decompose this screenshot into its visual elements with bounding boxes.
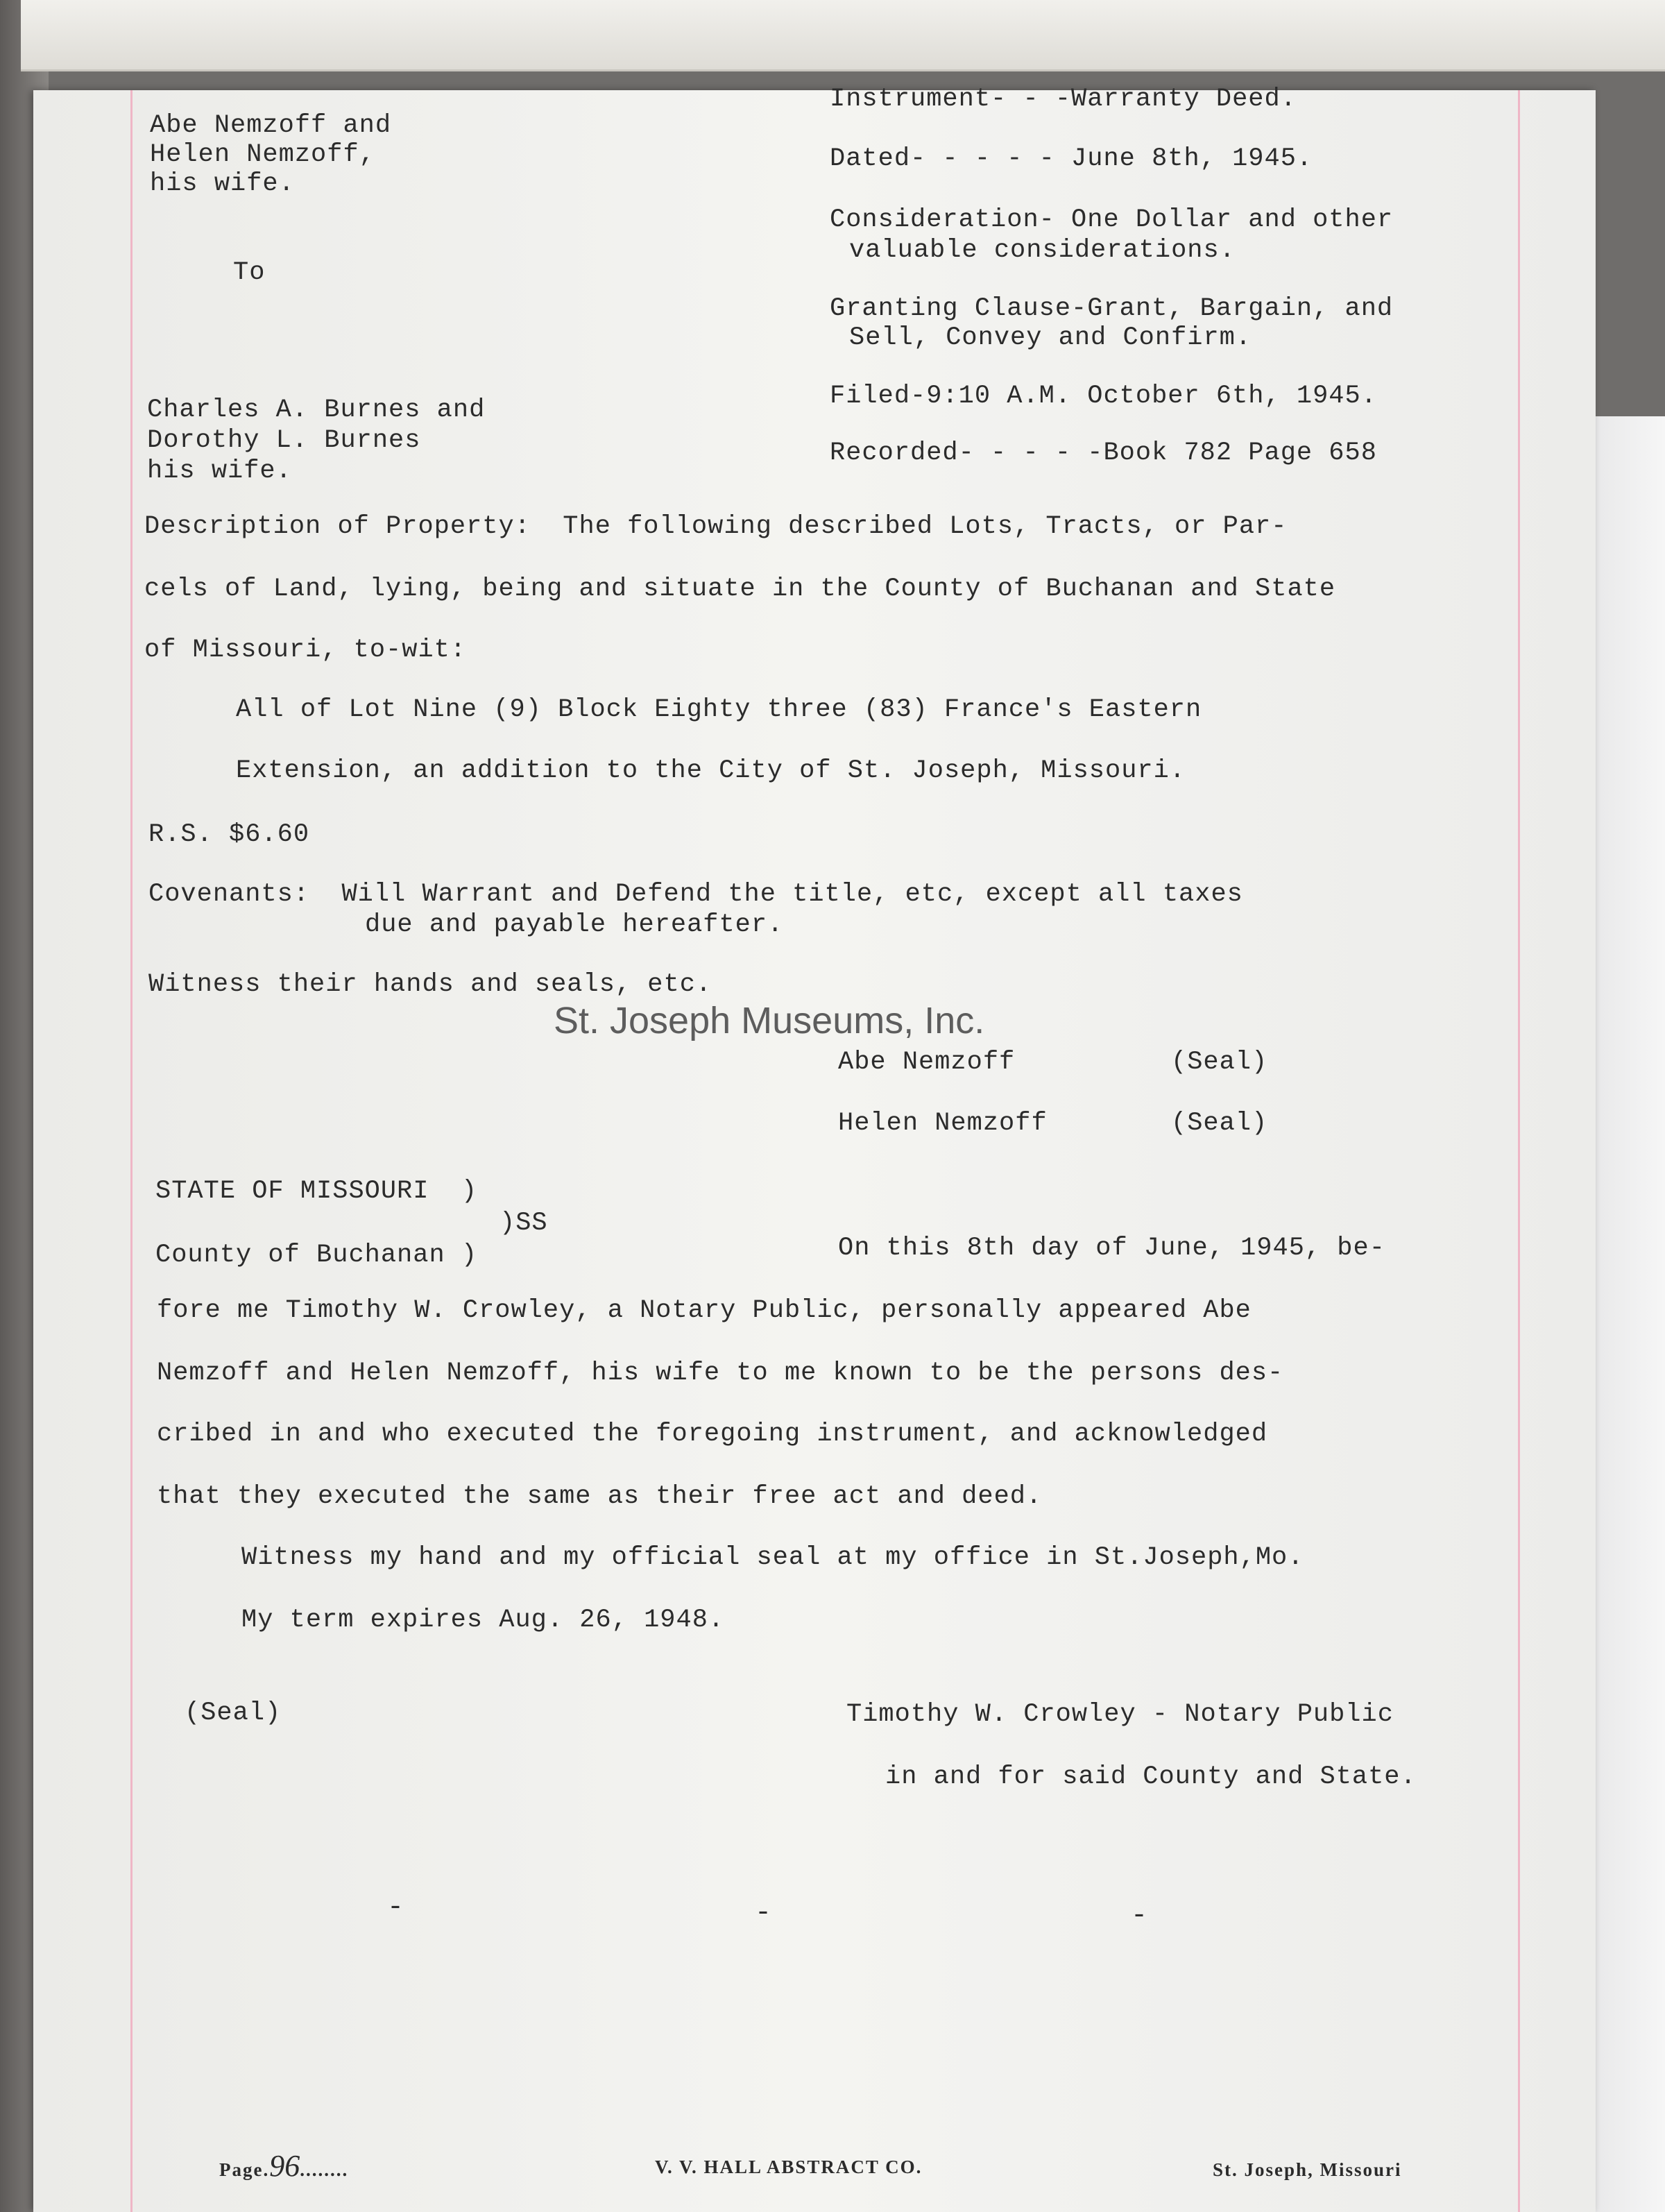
consideration: valuable considerations. [849, 236, 1236, 265]
granting-clause: Sell, Convey and Confirm. [849, 323, 1252, 352]
right-margin-rule [1518, 90, 1520, 2212]
lot-description: All of Lot Nine (9) Block Eighty three (83) France's Eastern [236, 695, 1202, 724]
signature-seal: (Seal) [1171, 1109, 1268, 1138]
notary-jurisdiction: in and for said County and State. [885, 1762, 1417, 1792]
consideration: Consideration- One Dollar and other [830, 205, 1394, 235]
notary-term: My term expires Aug. 26, 1948. [241, 1606, 725, 1635]
witness-line: Witness their hands and seals, etc. [148, 970, 712, 999]
deed-record-page [33, 85, 1596, 2212]
to-label: To [233, 258, 266, 287]
dash-mark: - [755, 1898, 772, 1929]
acknowledgment-line: that they executed the same as their free act and deed. [157, 1482, 1043, 1511]
covenants: due and payable hereafter. [365, 910, 784, 939]
filed: Filed-9:10 A.M. October 6th, 1945. [830, 382, 1377, 411]
dated: Dated- - - - - June 8th, 1945. [830, 144, 1313, 173]
grantee-line: his wife. [147, 457, 292, 486]
signature-name: Helen Nemzoff [838, 1109, 1048, 1138]
footer-page-number: 96 [269, 2149, 300, 2183]
notary-signature: Timothy W. Crowley - Notary Public [846, 1700, 1394, 1729]
instrument-type: Instrument- - -Warranty Deed. [830, 85, 1297, 114]
footer-page-label: Page. [219, 2159, 270, 2180]
notary-witness: Witness my hand and my official seal at my office in St.Joseph,Mo. [241, 1543, 1304, 1572]
venue-state: STATE OF MISSOURI ) [155, 1177, 478, 1206]
grantee-line: Charles A. Burnes and [147, 395, 486, 425]
acknowledgment-line: cribed in and who executed the foregoing instrument, and acknowledged [157, 1420, 1268, 1449]
footer-location: St. Joseph, Missouri [1213, 2159, 1402, 2180]
signature-seal: (Seal) [1171, 1048, 1268, 1077]
grantee-line: Dorothy L. Burnes [147, 426, 421, 455]
venue-ss: )SS [500, 1209, 548, 1238]
previous-page-edge [21, 0, 1665, 71]
acknowledgment-opening: On this 8th day of June, 1945, be- [838, 1234, 1385, 1263]
grantor-line: Abe Nemzoff and [150, 111, 392, 140]
covenants: Covenants: Will Warrant and Defend the title, etc, except all taxes [148, 880, 1243, 909]
grantor-line: his wife. [150, 169, 295, 198]
revenue-stamps: R.S. $6.60 [148, 820, 310, 849]
description-line: Description of Property: The following described Lots, Tracts, or Par- [144, 512, 1288, 541]
dash-mark: - [1131, 1900, 1148, 1932]
footer-page [219, 2148, 348, 2184]
notary-seal: (Seal) [185, 1699, 282, 1728]
recorded: Recorded- - - - -Book 782 Page 658 [830, 439, 1377, 468]
description-line: cels of Land, lying, being and situate in the County of Buchanan and State [144, 575, 1336, 604]
acknowledgment-line: Nemzoff and Helen Nemzoff, his wife to me known to be the persons des- [157, 1359, 1284, 1388]
museum-watermark: St. Joseph Museums, Inc. [554, 1000, 985, 1041]
background-right-paper [1596, 416, 1665, 2212]
acknowledgment-line: fore me Timothy W. Crowley, a Notary Public, personally appeared Abe [157, 1296, 1252, 1325]
left-margin-rule [130, 90, 133, 2212]
signature-name: Abe Nemzoff [838, 1048, 1016, 1077]
grantor-line: Helen Nemzoff, [150, 140, 375, 169]
venue-county: County of Buchanan ) [155, 1241, 478, 1270]
description-line: of Missouri, to-wit: [144, 636, 467, 665]
footer-company: V. V. HALL ABSTRACT CO. [655, 2156, 923, 2177]
granting-clause: Granting Clause-Grant, Bargain, and [830, 294, 1394, 323]
dash-mark: - [387, 1892, 404, 1923]
lot-description: Extension, an addition to the City of St. Joseph, Missouri. [236, 756, 1186, 785]
footer-page-dots: ........ [300, 2159, 349, 2180]
